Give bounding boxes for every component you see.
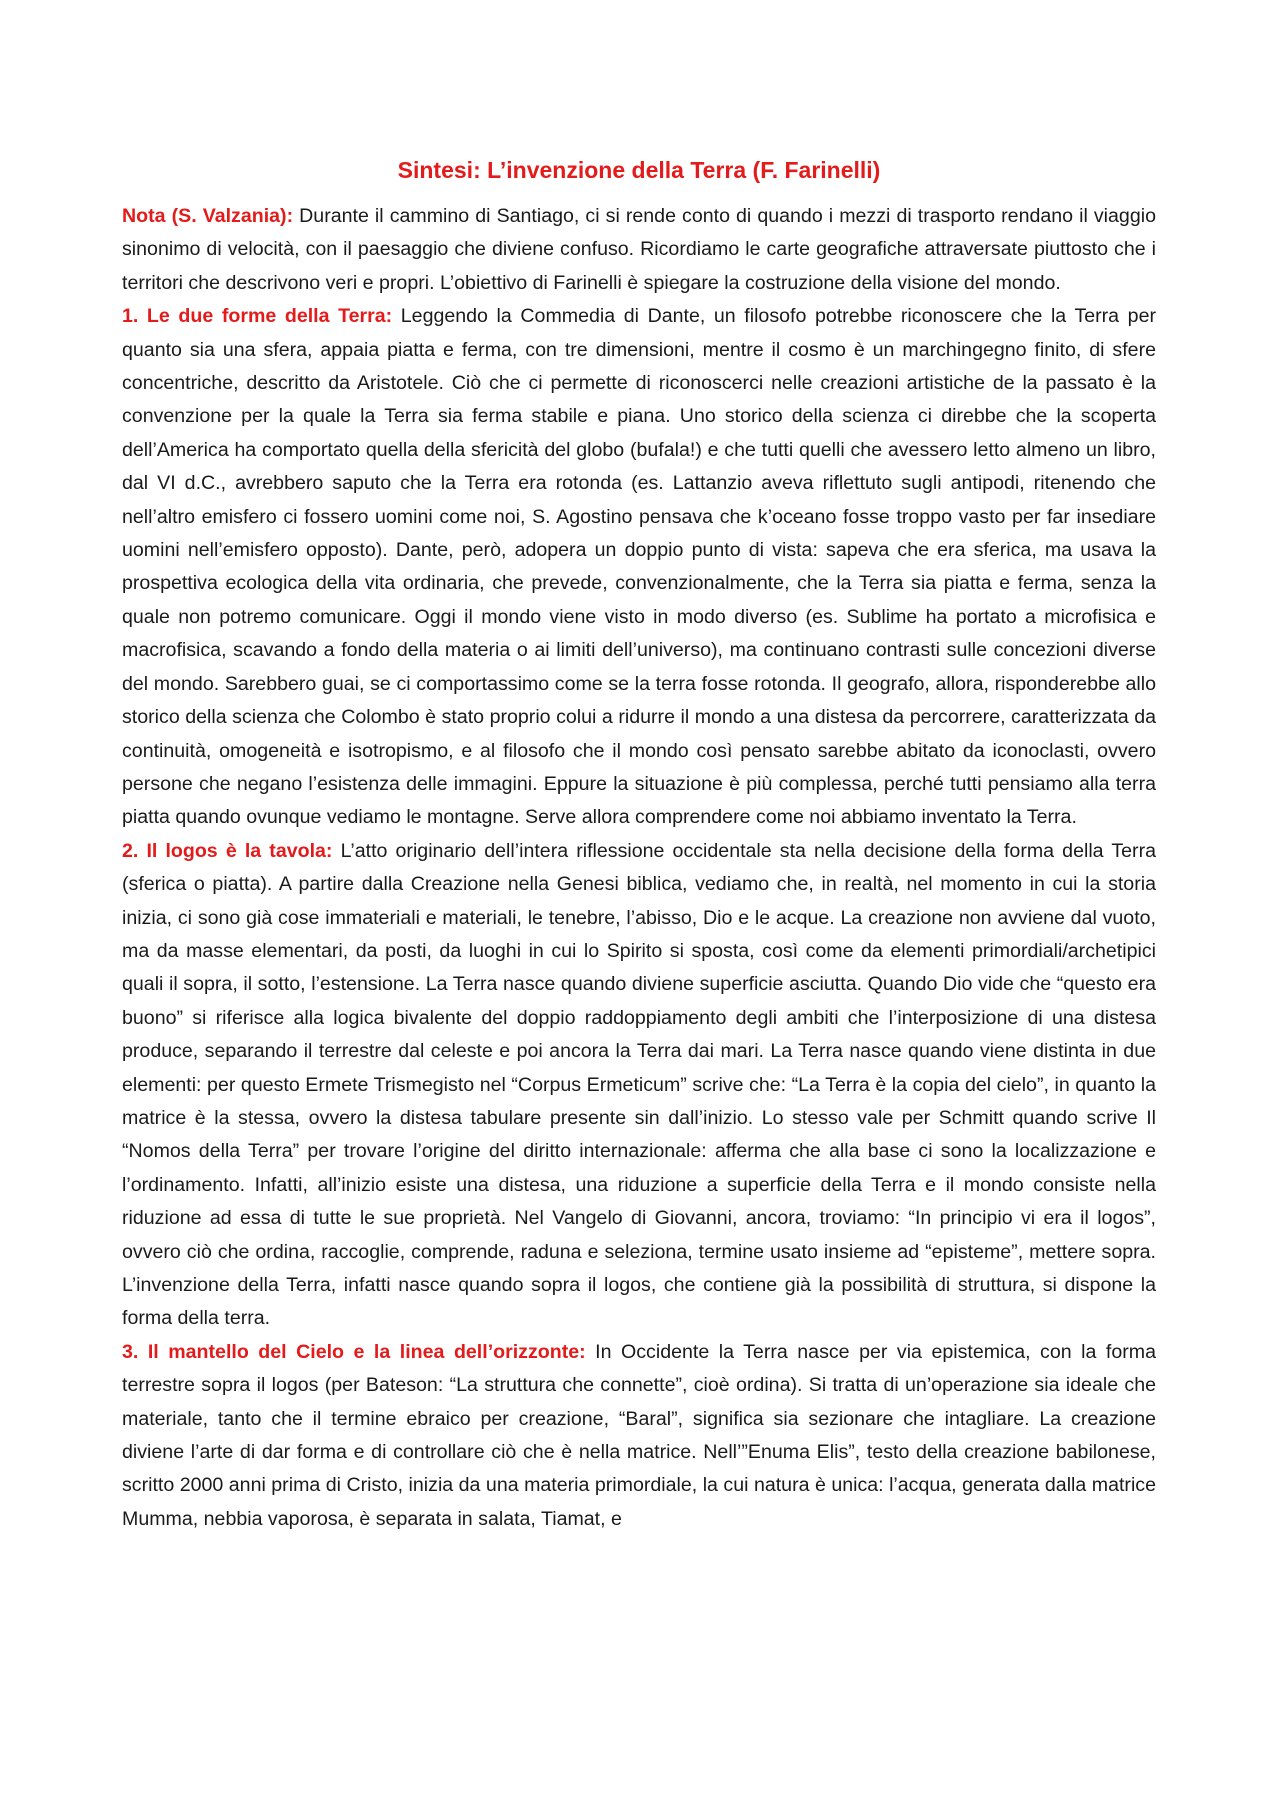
section-1-heading: 1. Le due forme della Terra:	[122, 305, 393, 328]
section-2-text: L’atto originario dell’intera riflessione occidentale sta nella decisione della forma della Terra (sferica o piatta). A partire dalla Creazione nella Genesi biblica, vediamo che, in realtà, nel momento in cui la storia inizia, ci sono già cose immateriali e materiali, le tenebre, l’abisso, Dio e le acque. La creazione non avviene dal vuoto, ma da masse elementari, da posti, da luoghi in cui lo Spirito si sposta, così come da elementi primordiali/archetipici quali il sopra, il sotto, l’estensione. La Terra nasce quando diviene superficie asciutta. Quando Dio vide che “questo era buono” si riferisce alla logica bivalente del doppio raddoppiamento degli ambiti che l’interposizione di una distesa produce, separando il terrestre dal celeste e poi ancora la Terra dai mari. La Terra nasce quando viene distinta in due elementi: per questo Ermete Trismegisto nel “Corpus Ermeticum” scrive che: “La Terra è la copia del cielo”, in quanto la matrice è la stessa, ovvero la distesa tabulare presente sin dall’inizio. Lo stesso vale per Schmitt quando scrive Il “Nomos della Terra” per trovare l’origine del diritto internazionale: afferma che alla base ci sono la localizzazione e l’ordinamento. Infatti, all’inizio esiste una distesa, una riduzione a superficie della Terra e il mondo consiste nella riduzione ad essa di tutte le sue proprietà. Nel Vangelo di Giovanni, ancora, troviamo: “In principio vi era il logos”, ovvero ciò che ordina, raccoglie, comprende, raduna e seleziona, termine usato insieme ad “episteme”, mettere sopra. L’invenzione della Terra, infatti nasce quando sopra il logos, che contiene già la possibilità di struttura, si dispone la forma della terra.	[122, 839, 1156, 1330]
section-1-text: Leggendo la Commedia di Dante, un filosofo potrebbe riconoscere che la Terra per quanto sia una sfera, appaia piatta e ferma, con tre dimensioni, mentre il cosmo è un marchingegno finito, di sfere concentriche, descritto da Aristotele. Ciò che ci permette di riconoscerci nelle creazioni artistiche de la passato è la convenzione per la quale la Terra sia ferma stabile e piana. Uno storico della scienza ci direbbe che la scoperta dell’America ha comportato quella della sfericità del globo (bufala!) e che tutti quelli che avessero letto almeno un libro, dal VI d.C., avrebbero saputo che la Terra era rotonda (es. Lattanzio aveva riflettuto sugli antipodi, ritenendo che nell’altro emisfero ci fossero uomini come noi, S. Agostino pensava che k’oceano fosse troppo vasto per far insediare uomini nell’emisfero opposto). Dante, però, adopera un doppio punto di vista: sapeva che era sferica, ma usava la prospettiva ecologica della vita ordinaria, che prevede, convenzionalmente, che la Terra sia piatta e ferma, senza la quale non potremo comunicare. Oggi il mondo viene visto in modo diverso (es. Sublime ha portato a microfisica e macrofisica, scavando a fondo della materia o ai limiti dell’universo), ma continuano contrasti sulle concezioni diverse del mondo. Sarebbero guai, se ci comportassimo come se la terra fosse rotonda. Il geografo, allora, risponderebbe allo storico della scienza che Colombo è stato proprio colui a ridurre il mondo a una distesa da percorrere, caratterizzata da continuità, omogeneità e isotropismo, e al filosofo che il mondo così pensato sarebbe abitato da iconoclasti, ovvero persone che negano l’esistenza delle immagini. Eppure la situazione è più complessa, perché tutti pensiamo alla terra piatta quando ovunque vediamo le montagne. Serve allora comprendere come noi abbiamo inventato la Terra.	[122, 305, 1156, 829]
page-title: Sintesi: L’invenzione della Terra (F. Farinelli)	[397, 157, 881, 183]
section-2-heading: 2. Il logos è la tavola:	[122, 839, 333, 862]
paragraph-nota-heading: Nota (S. Valzania):	[122, 205, 294, 227]
paragraph-section-1	[122, 300, 1156, 835]
section-3-heading: 3. Il mantello del Cielo e la linea dell’orizzonte:	[122, 1340, 586, 1363]
paragraph-section-2	[122, 835, 1156, 1336]
section-3-text: In Occidente la Terra nasce per via epistemica, con la forma terrestre sopra il logos (per Bateson: “La struttura che connette”, cioè ordina). Si tratta di un’operazione sia ideale che materiale, tanto che il termine ebraico per creazione, “Baral”, significa sia sezionare che intagliare. La creazione diviene l’arte di dar forma e di controllare ciò che è nella matrice. Nell’”Enuma Elis”, testo della creazione babilonese, scritto 2000 anni prima di Cristo, inizia da una materia primordiale, la cui natura è unica: l’acqua, generata dalla matrice Mumma, nebbia vaporosa, è separata in salata, Tiamat, e	[122, 1340, 1156, 1530]
paragraph-section-3	[122, 1336, 1156, 1536]
paragraph-nota	[122, 200, 1156, 300]
paragraph-nota-text: Durante il cammino di Santiago, ci si rende conto di quando i mezzi di trasporto rendano il viaggio sinonimo di velocità, con il paesaggio che diviene confuso. Ricordiamo le carte geografiche attraversate piuttosto che i territori che descrivono veri e propri. L’obiettivo di Farinelli è spiegare la costruzione della visione del mondo.	[122, 205, 1156, 294]
document-page	[122, 152, 1156, 1536]
